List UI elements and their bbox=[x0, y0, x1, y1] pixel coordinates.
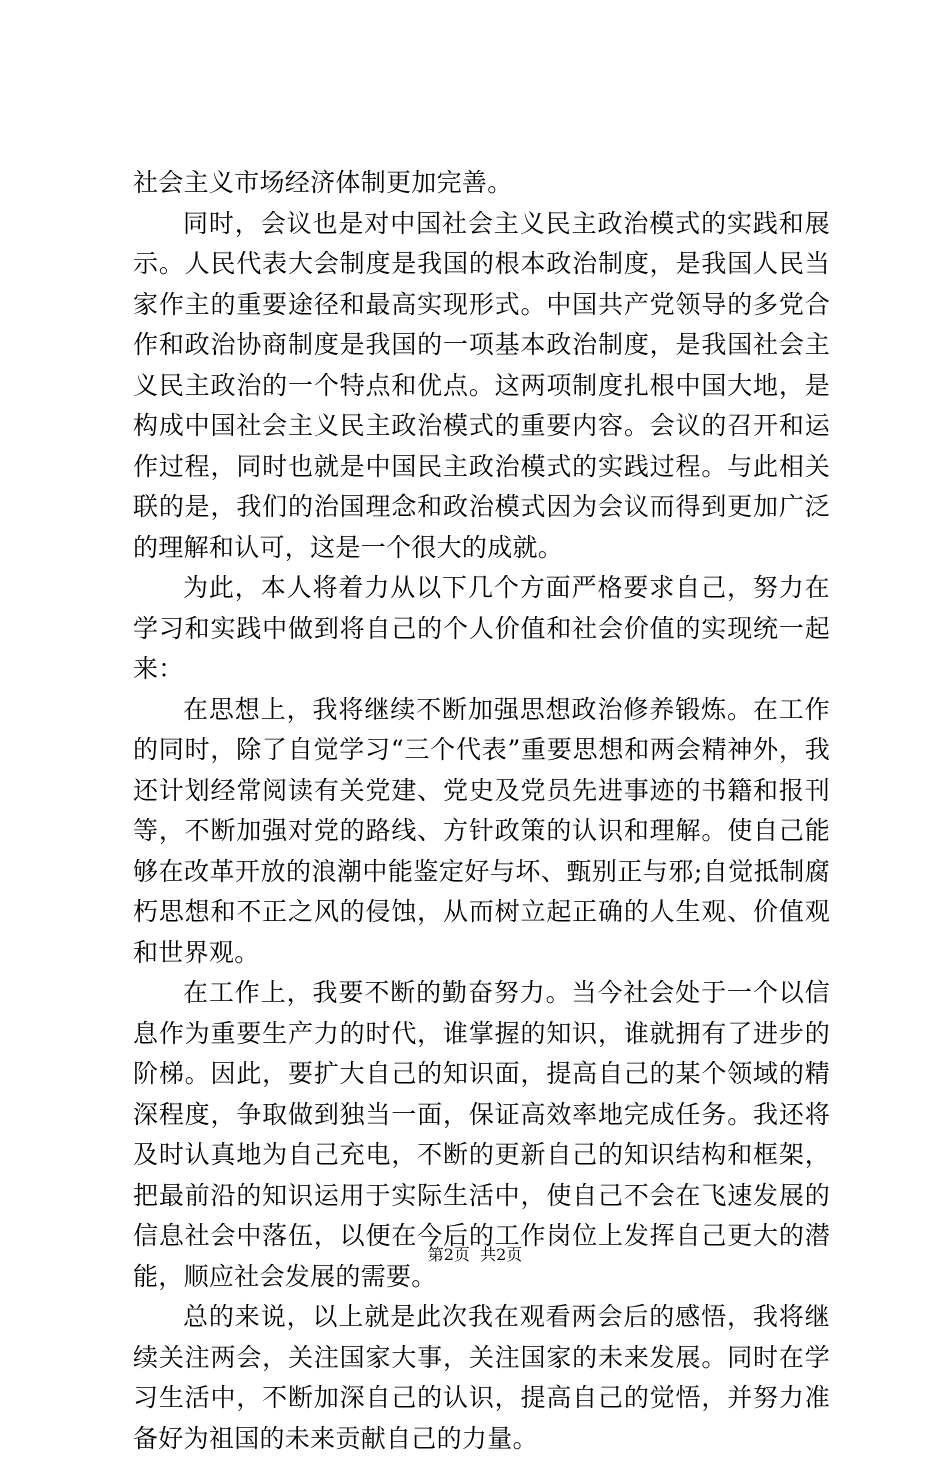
paragraph-6: 总的来说，以上就是此次我在观看两会后的感悟，我将继续关注两会，关注国家大事，关注国家的未来发展。同时在学习生活中，不断加深自己的认识，提高自己的觉悟，并努力准备好为祖国的未来贡献自己的力量。 bbox=[133, 1302, 830, 1453]
page-number: 第2页 共2页 bbox=[427, 1245, 523, 1264]
paragraph-1: 社会主义市场经济体制更加完善。 bbox=[133, 168, 513, 197]
page-footer bbox=[0, 1245, 950, 1265]
paragraph-4: 在思想上，我将继续不断加强思想政治修养锻炼。在工作的同时，除了自觉学习“三个代表”重要思想和两会精神外，我还计划经常阅读有关党建、党史及党员先进事迹的书籍和报刊等，不断加强对党的路线、方针政策的认识和理解。使自己能够在改革开放的浪潮中能鉴定好与坏、甄别正与邪;自觉抵制腐朽思想和不正之风的侵蚀，从而树立起正确的人生观、价值观和世界观。 bbox=[133, 694, 830, 967]
paragraph-2: 同时，会议也是对中国社会主义民主政治模式的实践和展示。人民代表大会制度是我国的根本政治制度，是我国人民当家作主的重要途径和最高实现形式。中国共产党领导的多党合作和政治协商制度是我国的一项基本政治制度，是我国社会主义民主政治的一个特点和优点。这两项制度扎根中国大地，是构成中国社会主义民主政治模式的重要内容。会议的召开和运作过程，同时也就是中国民主政治模式的实践过程。与此相关联的是，我们的治国理念和政治模式因为会议而得到更加广泛的理解和认可，这是一个很大的成就。 bbox=[133, 208, 830, 562]
paragraph-3: 为此，本人将着力从以下几个方面严格要求自己，努力在学习和实践中做到将自己的个人价值和社会价值的实现统一起来： bbox=[133, 573, 830, 683]
paragraph-5: 在工作上，我要不断的勤奋努力。当今社会处于一个以信息作为重要生产力的时代，谁掌握的知识，谁就拥有了进步的阶梯。因此，要扩大自己的知识面，提高自己的某个领域的精深程度，争取做到独当一面，保证高效率地完成任务。我还将及时认真地为自己充电，不断的更新自己的知识结构和框架，把最前沿的知识运用于实际生活中，使自己不会在飞速发展的信息社会中落伍，以便在今后的工作岗位上发挥自己更大的潜能，顺应社会发展的需要。 bbox=[133, 978, 830, 1291]
